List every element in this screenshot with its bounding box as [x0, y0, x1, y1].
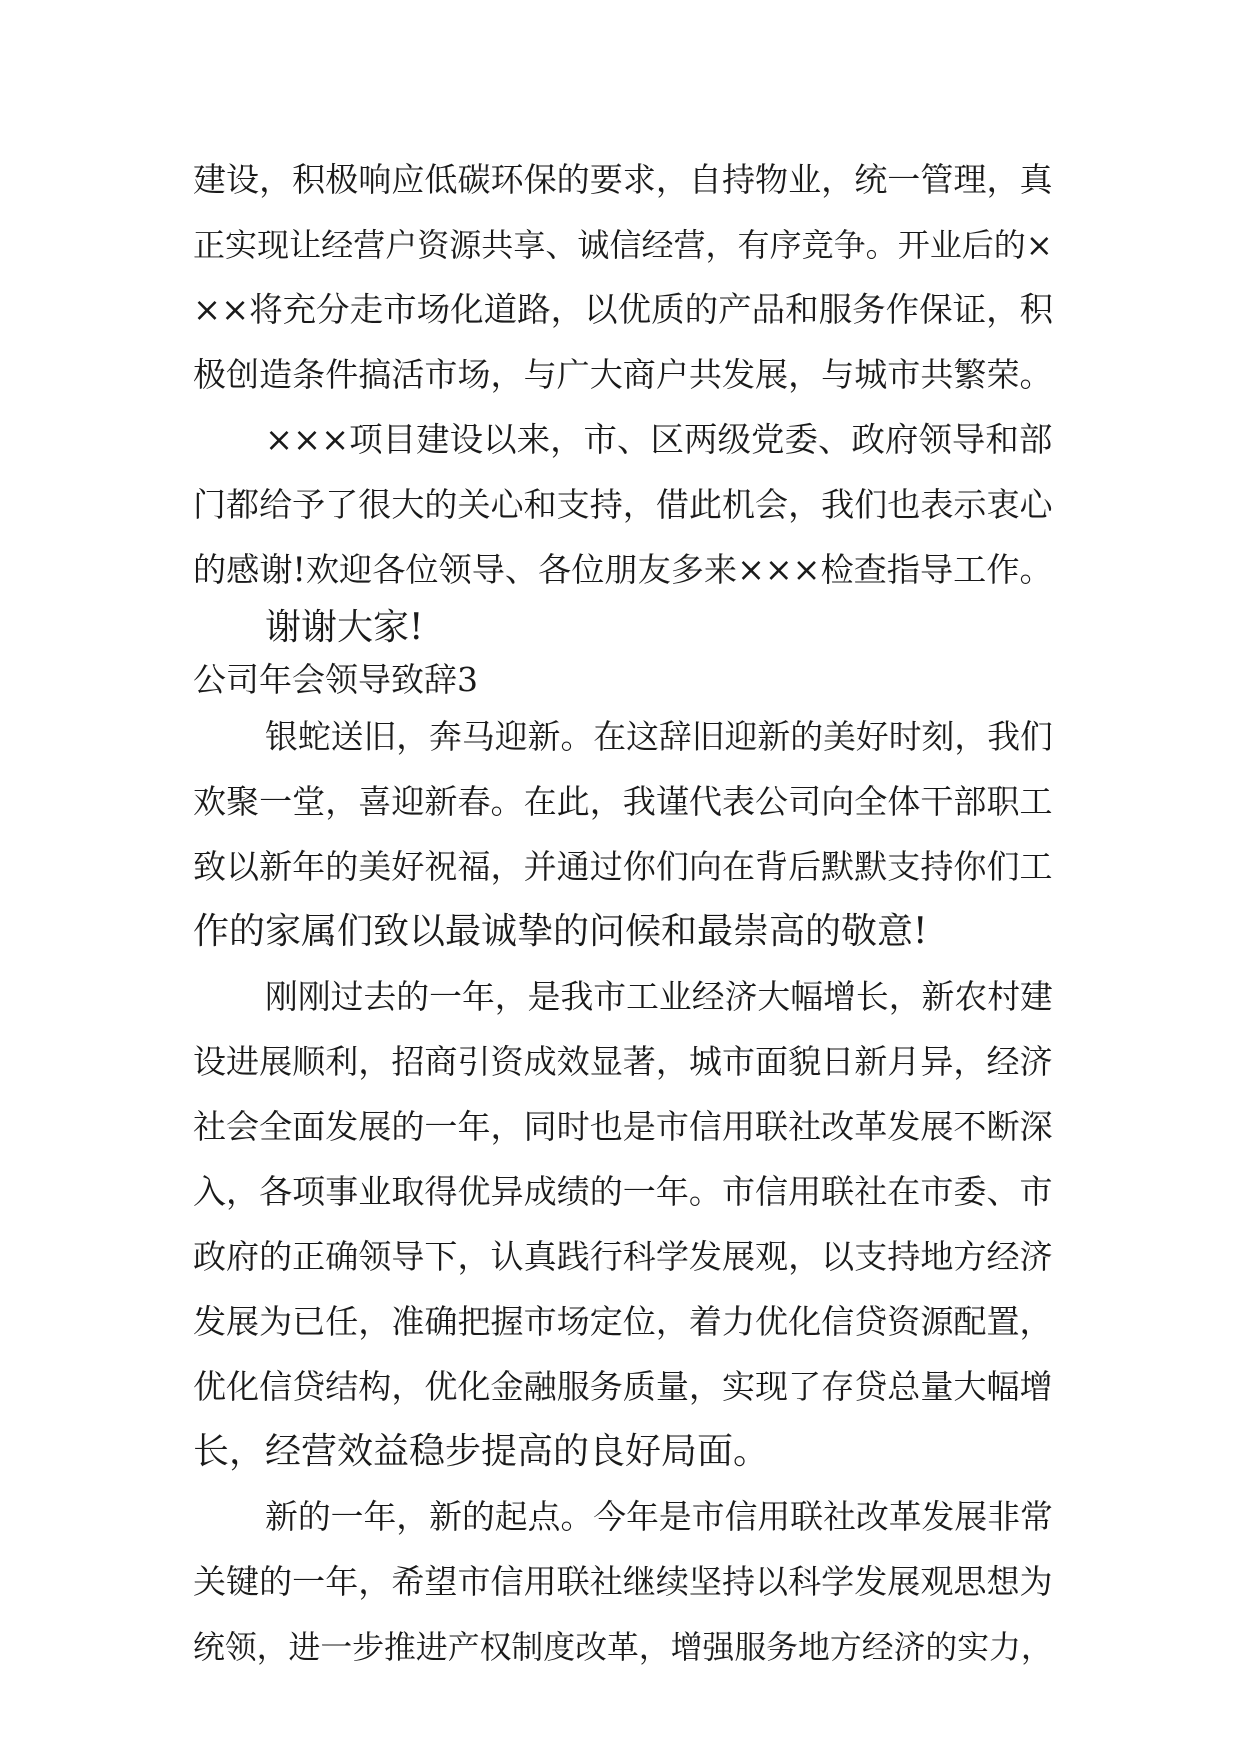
- text-line: 正实现让经营户资源共享、诚信经营，有序竞争。开业后的×: [193, 226, 1053, 264]
- text-line: 长，经营效益稳步提高的良好局面。: [193, 1431, 770, 1472]
- text-line: 的感谢!欢迎各位领导、各位朋友多来×××检查指导工作。: [193, 550, 1053, 589]
- text-line: 建设，积极响应低碳环保的要求，自持物业，统一管理，真: [193, 160, 1053, 199]
- text-line: 银蛇送旧，奔马迎新。在这辞旧迎新的美好时刻，我们: [265, 718, 1053, 756]
- text-line: 门都给予了很大的关心和支持，借此机会，我们也表示衷心: [193, 485, 1053, 524]
- text-line: 统领，进一步推进产权制度改革，增强服务地方经济的实力，: [193, 1628, 1053, 1666]
- text-line: 新的一年，新的起点。今年是市信用联社改革发展非常: [265, 1498, 1053, 1536]
- text-line: 关键的一年，希望市信用联社继续坚持以科学发展观思想为: [193, 1562, 1053, 1601]
- text-line: 政府的正确领导下，认真践行科学发展观，以支持地方经济: [193, 1237, 1053, 1276]
- text-line: 发展为已任，准确把握市场定位，着力优化信贷资源配置，: [193, 1302, 1053, 1341]
- text-line: ×××项目建设以来，市、区两级党委、政府领导和部: [265, 420, 1053, 459]
- text-line: 欢聚一堂，喜迎新春。在此，我谨代表公司向全体干部职工: [193, 782, 1053, 821]
- text-line: 入，各项事业取得优异成绩的一年。市信用联社在市委、市: [193, 1172, 1053, 1211]
- text-line: 谢谢大家!: [265, 607, 424, 648]
- text-line: 设进展顺利，招商引资成效显著，城市面貌日新月异，经济: [193, 1042, 1053, 1081]
- text-line: 作的家属们致以最诚挚的问候和最崇高的敬意!: [193, 911, 928, 952]
- text-line: 极创造条件搞活市场，与广大商户共发展，与城市共繁荣。: [193, 355, 1053, 394]
- text-line: 致以新年的美好祝福，并通过你们向在背后默默支持你们工: [193, 847, 1053, 886]
- text-line: 刚刚过去的一年，是我市工业经济大幅增长，新农村建: [265, 978, 1053, 1016]
- text-line: 优化信贷结构，优化金融服务质量，实现了存贷总量大幅增: [193, 1367, 1053, 1406]
- section-heading: 公司年会领导致辞3: [193, 660, 478, 699]
- text-line: 社会全面发展的一年，同时也是市信用联社改革发展不断深: [193, 1107, 1053, 1146]
- text-line: ××将充分走市场化道路，以优质的产品和服务作保证，积: [193, 290, 1053, 329]
